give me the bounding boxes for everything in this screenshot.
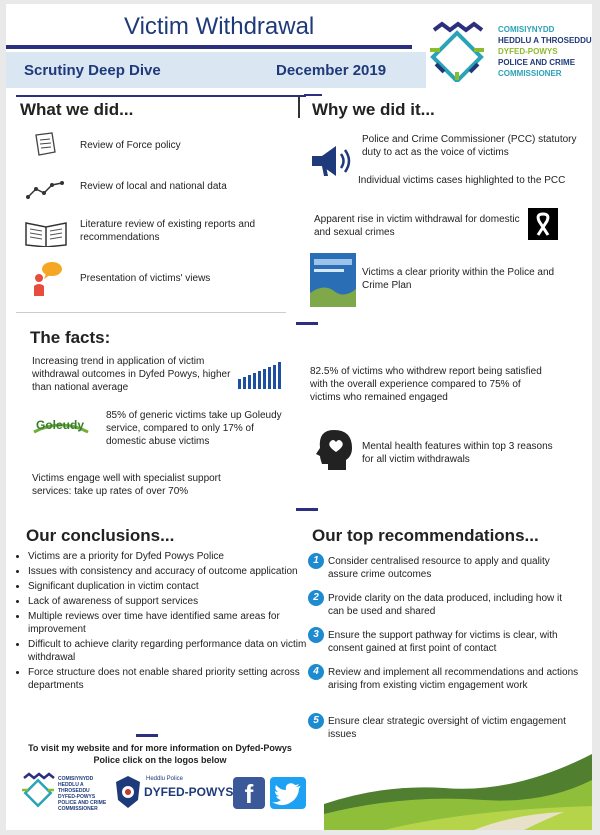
conclusion-item: • Force structure does not enable shared priority setting across departments <box>28 666 316 692</box>
what-item: Review of local and national data <box>80 181 227 192</box>
document-icon <box>30 132 60 158</box>
section-divider <box>296 508 318 511</box>
bar-trend-icon <box>238 361 282 389</box>
section-divider <box>16 95 306 97</box>
footer-note: To visit my website and for more information on Dyfed-Powys Police click on the logos below <box>28 743 292 765</box>
fact-item: 85% of generic victims take up Goleudy service, compared to only 17% of domestic abuse victims <box>106 410 282 447</box>
section-divider <box>136 734 158 737</box>
pcc-logo-mark-icon[interactable] <box>426 20 488 82</box>
recommendation-text: Ensure clear strategic oversight of victim engagement issues <box>328 716 566 740</box>
subtitle: Scrutiny Deep Dive <box>24 62 161 79</box>
why-we-did-it-heading: Why we did it... <box>312 100 435 119</box>
recommendation-number: 4 <box>308 664 324 680</box>
title-underline <box>6 45 412 49</box>
fact-item: Victims engage well with specialist support services: take up rates of over 70% <box>32 473 221 497</box>
what-item: Literature review of existing reports and recommendations <box>80 219 256 243</box>
mental-health-head-icon <box>314 428 354 472</box>
facts-heading: The facts: <box>30 328 111 347</box>
conclusion-item: • Multiple reviews over time have identified same areas for improvement <box>28 610 316 636</box>
section-divider <box>304 94 322 96</box>
section-divider <box>16 312 286 313</box>
fact-item: Increasing trend in application of victim withdrawal outcomes in Dyfed Powys, higher than national average <box>32 356 231 393</box>
plan-cover-icon <box>310 253 356 307</box>
section-divider <box>296 322 318 325</box>
conclusion-item: • Significant duplication in victim contact <box>28 580 316 593</box>
what-item: Presentation of victims' views <box>80 273 211 284</box>
recommendation-number: 5 <box>308 713 324 729</box>
facebook-icon[interactable]: f <box>233 777 265 809</box>
goleudy-logo-text: Goleudy <box>36 418 85 432</box>
speech-person-icon <box>30 260 64 296</box>
recommendations-heading: Our top recommendations... <box>312 526 539 545</box>
conclusion-item: • Difficult to achieve clarity regarding performance data on victim withdrawal <box>28 638 316 664</box>
logo-line: COMMISSIONER <box>498 69 562 78</box>
why-item: Police and Crime Commissioner (PCC) statutory duty to act as the voice of victims <box>362 134 577 158</box>
fact-item: Mental health features within top 3 reasons for all victim withdrawals <box>362 441 553 465</box>
recommendation-text: Provide clarity on the data produced, including how it can be used and shared <box>328 593 563 617</box>
column-divider <box>298 96 300 118</box>
goleudy-logo-icon[interactable] <box>32 412 90 436</box>
logo-line: POLICE AND CRIME <box>498 58 576 67</box>
recommendation-text: Review and implement all recommendations and actions arising from existing victim engagement work <box>328 667 579 691</box>
ribbon-icon <box>528 208 558 240</box>
why-item: Individual victims cases highlighted to the PCC <box>358 175 566 186</box>
open-book-icon <box>24 217 68 247</box>
what-item: Review of Force policy <box>80 140 181 151</box>
conclusions-heading: Our conclusions... <box>26 526 175 545</box>
pcc-logo-text[interactable] <box>498 24 592 79</box>
twitter-icon[interactable] <box>270 777 306 809</box>
infographic-page <box>6 4 592 830</box>
megaphone-icon <box>308 142 354 182</box>
twitter-bird-icon <box>270 777 306 809</box>
header <box>6 4 592 92</box>
why-item: Victims a clear priority within the Police and Crime Plan <box>362 267 555 291</box>
conclusions-list <box>12 550 316 694</box>
landscape-illustration <box>324 744 592 830</box>
recommendation-number: 1 <box>308 553 324 569</box>
recommendation-number: 2 <box>308 590 324 606</box>
recommendation-number: 3 <box>308 627 324 643</box>
police-logo-top[interactable]: Heddlu Police <box>146 776 184 782</box>
line-graph-icon <box>26 179 66 201</box>
recommendation-text: Consider centralised resource to apply and quality assure crime outcomes <box>328 556 550 580</box>
conclusion-item: • Lack of awareness of support services <box>28 595 316 608</box>
why-item: Apparent rise in victim withdrawal for domestic and sexual crimes <box>314 214 520 238</box>
page-title: Victim Withdrawal <box>124 13 315 40</box>
recommendation-text: Ensure the support pathway for victims is clear, with consent gained at first point of contact <box>328 630 558 654</box>
fact-item: 82.5% of victims who withdrew report being satisfied with the overall experience compared to 75% of victims who remained engaged <box>310 366 542 403</box>
report-date: December 2019 <box>276 62 387 79</box>
police-crest-icon[interactable] <box>114 774 142 810</box>
conclusion-item: • Victims are a priority for Dyfed Powys Police <box>28 550 316 563</box>
what-we-did-heading: What we did... <box>20 100 134 119</box>
logo-line: HEDDLU A THROSEDDU <box>498 36 592 45</box>
logo-line: COMISIYNYDD <box>498 25 555 34</box>
pcc-small-logo-icon[interactable] <box>20 772 56 808</box>
pcc-small-logo-text[interactable]: COMISIYNYDD HEDDLU A THROSEDDU DYFED-POWYS POLICE AND CRIME COMMISSIONER <box>58 776 107 812</box>
conclusion-item: • Issues with consistency and accuracy of outcome application <box>28 565 316 578</box>
logo-line: DYFED-POWYS <box>498 47 558 56</box>
police-logo-name[interactable]: DYFED-POWYS <box>144 785 234 799</box>
